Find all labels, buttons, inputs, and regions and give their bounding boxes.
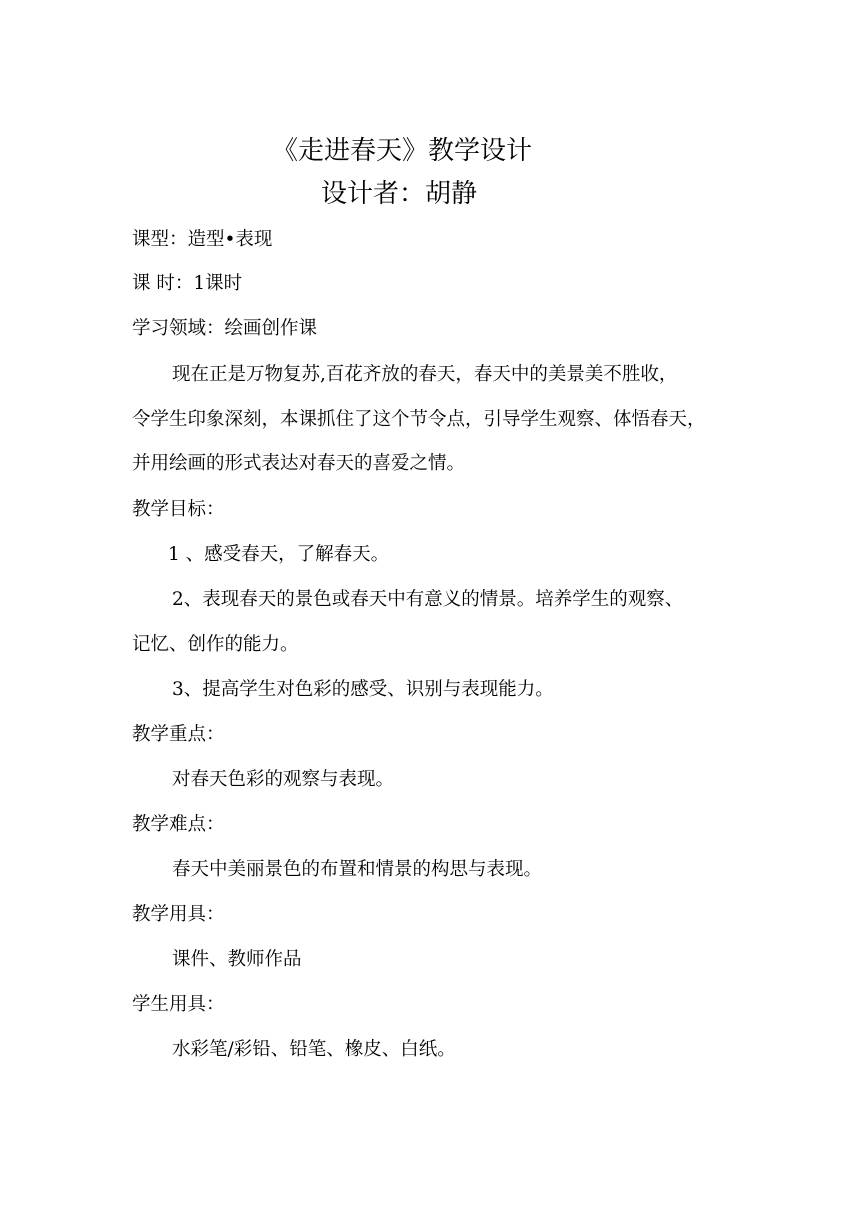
document-author: 设计者：胡静 bbox=[321, 179, 478, 209]
learning-area: 学习领域：绘画创作课 bbox=[132, 318, 318, 339]
document-title: 《走进春天》教学设计 bbox=[272, 136, 533, 166]
student-tools-heading: 学生用具： bbox=[132, 994, 225, 1015]
objective-item-2-line-2: 记忆、创作的能力。 bbox=[132, 634, 299, 655]
objective-item-2-line-1: 2、表现春天的景色或春天中有意义的情景。培养学生的观察、 bbox=[172, 589, 684, 610]
intro-line-1: 现在正是万物复苏,百花齐放的春天，春天中的美景美不胜收， bbox=[172, 364, 678, 385]
intro-line-3: 并用绘画的形式表达对春天的喜爱之情。 bbox=[132, 453, 466, 474]
class-hours: 课 时：1课时 bbox=[132, 273, 243, 294]
key-point-heading: 教学重点： bbox=[132, 724, 225, 745]
objectives-heading: 教学目标： bbox=[132, 499, 225, 520]
objective-item-1: 1 、感受春天，了解春天。 bbox=[168, 544, 390, 565]
teaching-tools-content: 课件、教师作品 bbox=[172, 949, 302, 970]
difficulty-heading: 教学难点： bbox=[132, 814, 225, 835]
objective-item-3: 3、提高学生对色彩的感受、识别与表现能力。 bbox=[172, 679, 554, 700]
key-point-content: 对春天色彩的观察与表现。 bbox=[172, 769, 395, 790]
lesson-type: 课型：造型•表现 bbox=[132, 229, 273, 250]
student-tools-content: 水彩笔/彩铅、铅笔、橡皮、白纸。 bbox=[172, 1039, 456, 1060]
difficulty-content: 春天中美丽景色的布置和情景的构思与表现。 bbox=[172, 859, 543, 880]
teaching-tools-heading: 教学用具： bbox=[132, 904, 225, 925]
intro-line-2: 令学生印象深刻，本课抓住了这个节令点，引导学生观察、体悟春天， bbox=[132, 409, 706, 430]
